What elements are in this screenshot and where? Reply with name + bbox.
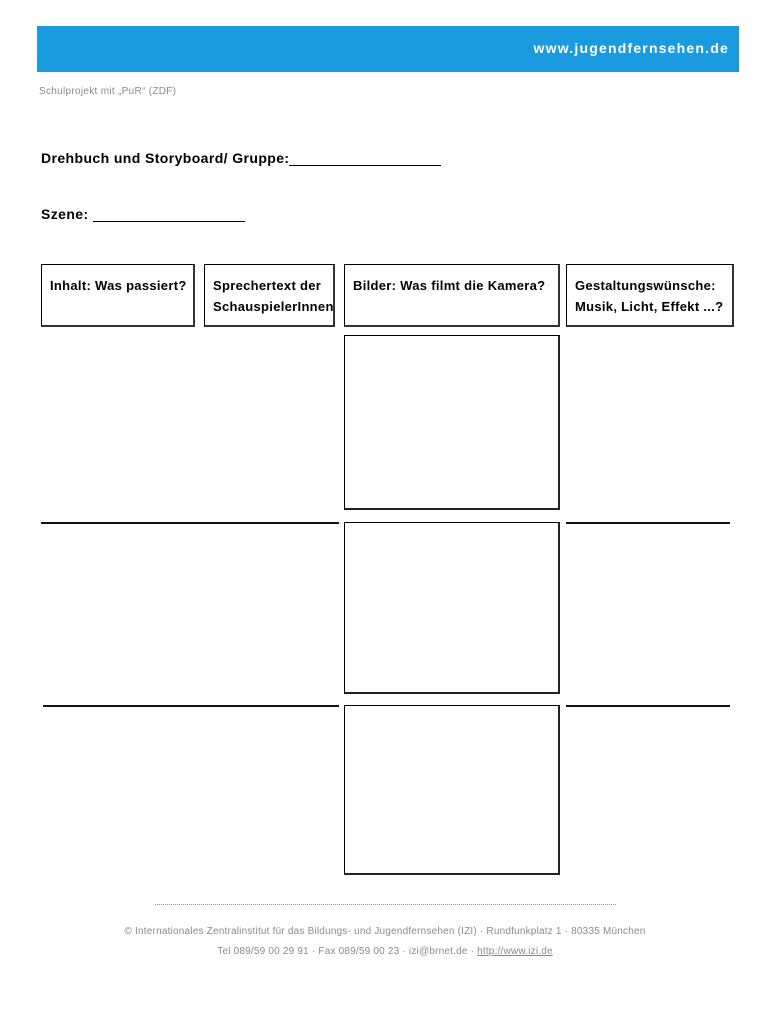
scene-label: Szene: — [41, 206, 89, 222]
header-bar — [37, 26, 739, 72]
header-url[interactable]: www.jugendfernsehen.de — [533, 40, 729, 56]
storyboard-frame[interactable] — [344, 705, 560, 875]
footer-address: © Internationales Zentralinstitut für das Bildungs- und Jugendfernsehen (IZI) · Rundfunkplatz 1 · 80335 München — [124, 926, 646, 937]
column-header-dialogue: Sprechertext der SchauspielerInnen — [204, 264, 335, 327]
column-header-content: Inhalt: Was passiert? — [41, 264, 195, 327]
scene-row — [41, 206, 245, 222]
scene-fill-line[interactable] — [93, 206, 245, 222]
footer-divider — [155, 904, 616, 905]
row-divider — [41, 522, 339, 524]
row-divider — [43, 705, 339, 707]
footer-website-link[interactable]: http://www.izi.de — [477, 946, 553, 957]
title-label: Drehbuch und Storyboard/ Gruppe: — [41, 150, 290, 166]
storyboard-frame[interactable] — [344, 522, 560, 694]
row-divider — [566, 705, 730, 707]
title-row — [41, 150, 441, 166]
column-header-design: Gestaltungswünsche: Musik, Licht, Effekt ...? — [566, 264, 734, 327]
column-header-camera: Bilder: Was filmt die Kamera? — [344, 264, 560, 327]
group-fill-line[interactable] — [289, 150, 441, 166]
storyboard-frame[interactable] — [344, 335, 560, 510]
subtitle: Schulprojekt mit „PuR“ (ZDF) — [39, 86, 177, 97]
footer-contact-text: Tel 089/59 00 29 91 · Fax 089/59 00 23 · izi@brnet.de · — [217, 946, 478, 957]
row-divider — [566, 522, 730, 524]
footer-contact — [0, 946, 770, 957]
